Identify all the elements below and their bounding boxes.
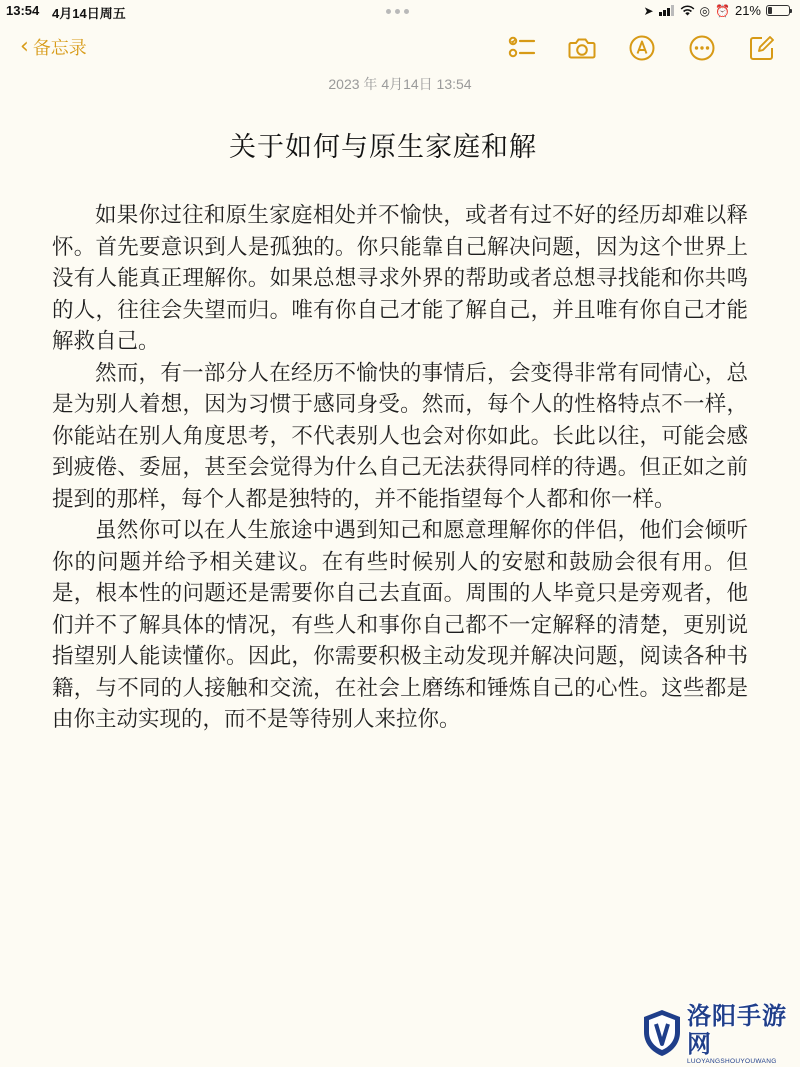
note-paragraph: 虽然你可以在人生旅途中遇到知己和愿意理解你的伴侣，他们会倾听你的问题并给予相关建议。在有些时候别人的安慰和鼓励会很有用。但是，根本性的问题还是需要你自己去直面。周围的人毕竟只是旁观者，他们并不了解具体的情况，有些人和事你自己都不一定解释的清楚，更别说指望别人能读懂你。因此，你需要积极主动发现并解决问题，阅读各种书籍，与不同的人接触和交流，在社会上磨练和锤炼自己的心性。这些都是由你主动实现的，而不是等待别人来拉你。 — [52, 518, 748, 732]
camera-button[interactable] — [566, 34, 598, 62]
watermark-name: 洛阳手游网 — [687, 1001, 787, 1058]
watermark-text — [687, 1002, 797, 1065]
note-timestamp: 2023 年 4月14日 13:54 — [328, 76, 472, 92]
compose-button[interactable] — [746, 34, 778, 62]
note-paragraph: 如果你过往和原生家庭相处并不愉快，或者有过不好的经历却难以释怀。首先要意识到人是孤独的。你只能靠自己解决问题，因为这个世界上没有人能真正理解你。如果总想寻求外界的帮助或者总想寻找能和你共鸣的人，往往会失望而归。唯有你自己才能了解自己，并且唯有你自己才能解救自己。 — [52, 203, 748, 354]
signal-icon — [659, 5, 675, 16]
status-time: 13:54 — [6, 3, 40, 18]
status-date: 4月14日周五 — [52, 6, 126, 21]
markup-icon — [628, 34, 656, 62]
note-body[interactable] — [52, 200, 748, 736]
back-label: 备忘录 — [32, 38, 87, 59]
note-paragraph: 然而，有一部分人在经历不愉快的事情后，会变得非常有同情心，总是为别人着想，因为习惯于感同身受。然而，每个人的性格特点不一样，你能站在别人角度思考，不代表别人也会对你如此。长此以往，可能会感到疲倦、委屈，甚至会觉得为什么自己无法获得同样的待遇。但正如之前提到的那样，每个人都是独特的，并不能指望每个人都和你一样。 — [52, 360, 748, 512]
location-icon: ➤ — [643, 3, 654, 18]
markup-button[interactable] — [626, 34, 658, 62]
more-icon — [688, 34, 716, 62]
checklist-button[interactable] — [506, 34, 538, 62]
compose-icon — [748, 34, 776, 62]
checklist-icon — [508, 35, 536, 61]
battery-percent: 21% — [734, 3, 761, 18]
wifi-icon — [680, 5, 695, 16]
toolbar-actions — [506, 34, 778, 62]
watermark-url: LUOYANGSHOUYOUWANG — [687, 1057, 777, 1065]
status-bar — [0, 0, 800, 22]
camera-icon — [568, 36, 596, 60]
multitasking-dots[interactable] — [386, 9, 409, 14]
chevron-left-icon: ‹ — [20, 34, 29, 59]
focus-icon: ◎ — [699, 3, 711, 18]
shield-logo-icon — [641, 1008, 683, 1058]
note-toolbar — [0, 28, 800, 68]
watermark-logo — [641, 1001, 797, 1065]
status-indicators — [643, 3, 790, 18]
battery-icon — [766, 5, 790, 16]
back-button[interactable] — [20, 34, 87, 60]
alarm-icon: ⏰ — [715, 3, 730, 18]
more-button[interactable] — [686, 34, 718, 62]
battery-fill — [768, 7, 772, 14]
note-title[interactable]: 关于如何与原生家庭和解 — [229, 132, 537, 163]
